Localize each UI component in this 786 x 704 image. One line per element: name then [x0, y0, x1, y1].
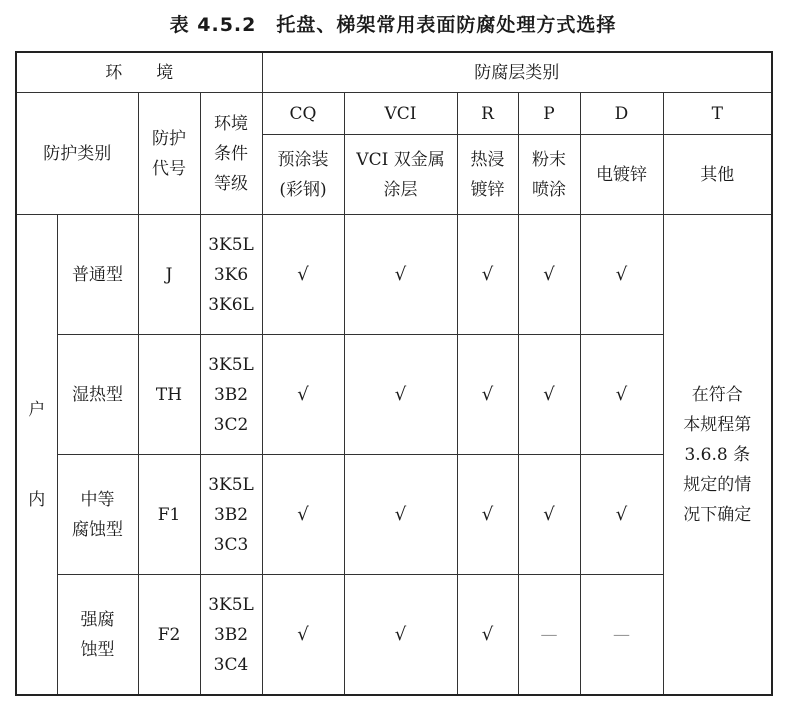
- check-mark: √: [344, 455, 457, 575]
- anticorrosion-table: [15, 51, 773, 696]
- name-r: 热浸 镀锌: [457, 135, 518, 215]
- check-mark: √: [518, 335, 580, 455]
- name-p: 粉末 喷涂: [518, 135, 580, 215]
- code-vci: VCI: [344, 93, 457, 135]
- check-mark: √: [518, 215, 580, 335]
- dash-mark: —: [518, 575, 580, 696]
- protection-type: 中等 腐蚀型: [57, 455, 138, 575]
- location-cell: 户 内: [16, 215, 57, 696]
- name-t: 其他: [663, 135, 772, 215]
- coating-category-header: 防腐层类别: [262, 52, 772, 93]
- table-row: [16, 215, 772, 335]
- name-vci: VCI 双金属 涂层: [344, 135, 457, 215]
- code-r: R: [457, 93, 518, 135]
- other-note: 在符合 本规程第 3.6.8 条 规定的情 况下确定: [663, 215, 772, 696]
- name-cq: 预涂装 (彩钢): [262, 135, 344, 215]
- code-d: D: [580, 93, 663, 135]
- check-mark: √: [580, 215, 663, 335]
- protection-code: TH: [138, 335, 200, 455]
- check-mark: √: [457, 575, 518, 696]
- protection-type: 湿热型: [57, 335, 138, 455]
- name-d: 电镀锌: [580, 135, 663, 215]
- check-mark: √: [344, 215, 457, 335]
- code-t: T: [663, 93, 772, 135]
- check-mark: √: [262, 575, 344, 696]
- dash-mark: —: [580, 575, 663, 696]
- check-mark: √: [344, 335, 457, 455]
- table-row: [16, 335, 772, 455]
- env-grades: 3K5L 3B2 3C4: [200, 575, 262, 696]
- table-row: [16, 455, 772, 575]
- check-mark: √: [580, 335, 663, 455]
- check-mark: √: [457, 215, 518, 335]
- check-mark: √: [580, 455, 663, 575]
- env-grades: 3K5L 3B2 3C3: [200, 455, 262, 575]
- env-grades: 3K5L 3K6 3K6L: [200, 215, 262, 335]
- protection-type: 普通型: [57, 215, 138, 335]
- protection-code-header: 防护 代号: [138, 93, 200, 215]
- check-mark: √: [457, 335, 518, 455]
- check-mark: √: [344, 575, 457, 696]
- check-mark: √: [262, 455, 344, 575]
- env-grades: 3K5L 3B2 3C2: [200, 335, 262, 455]
- env-grade-header: 环境 条件 等级: [200, 93, 262, 215]
- table-row: [16, 575, 772, 696]
- table-title: 表 4.5.2 托盘、梯架常用表面防腐处理方式选择: [169, 14, 617, 36]
- environment-header: 环 境: [16, 52, 262, 93]
- check-mark: √: [262, 335, 344, 455]
- protection-type: 强腐 蚀型: [57, 575, 138, 696]
- protection-code: F1: [138, 455, 200, 575]
- check-mark: √: [262, 215, 344, 335]
- code-p: P: [518, 93, 580, 135]
- code-cq: CQ: [262, 93, 344, 135]
- protection-code: F2: [138, 575, 200, 696]
- check-mark: √: [457, 455, 518, 575]
- protection-class-header: 防护类别: [16, 93, 138, 215]
- protection-code: J: [138, 215, 200, 335]
- check-mark: √: [518, 455, 580, 575]
